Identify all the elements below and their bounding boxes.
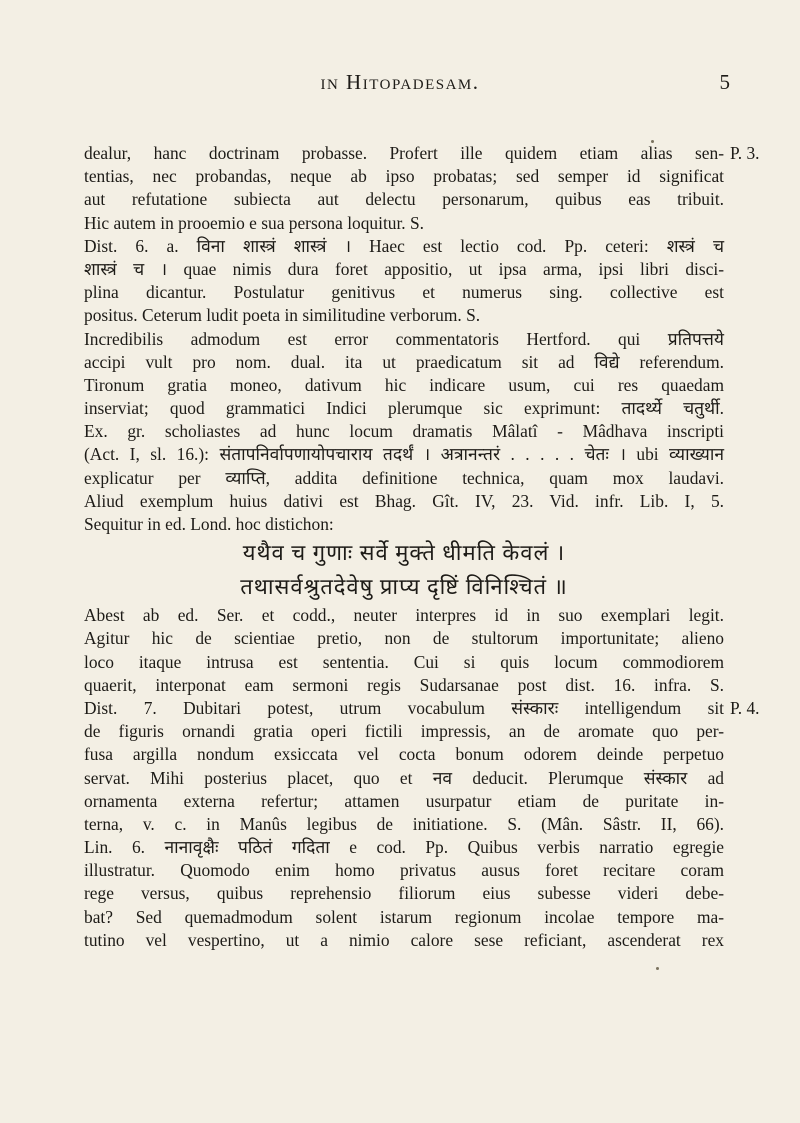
text-line (84, 674, 724, 697)
line-text: Hic autem in prooemio e sua persona loquitur. S. (84, 212, 425, 233)
line-text: Tironum gratia moneo, dativum hic indicare usum, cui res quaedam (84, 374, 724, 395)
line-text: de figuris ornandi gratia operi fictili impressis, an de aromate quo per- (84, 721, 724, 742)
text-line (84, 165, 724, 188)
text-line (84, 212, 724, 235)
text-line (84, 467, 724, 490)
text-line (84, 790, 724, 813)
page-header (60, 70, 740, 110)
margin-page-ref: P. 3. (730, 143, 760, 163)
line-text: terna, v. c. in Manûs legibus de initiatione. S. (Mân. Sâstr. II, 66). (84, 813, 724, 834)
line-text: explicatur per व्याप्ति, addita definitione technica, quam mox laudavi. (84, 467, 724, 488)
text-line (84, 351, 724, 374)
line-text: (Act. I, sl. 16.): संतापनिर्वापणायोपचाराय तदर्थं । अत्रानन्तरं . . . . . चेतः । ubi व्याख्यान (84, 444, 724, 465)
text-line (84, 906, 724, 929)
line-text: यथैव च गुणाः सर्वे मुक्ते धीमति केवलं । (242, 540, 566, 566)
text-line (84, 235, 724, 258)
paper-speck (656, 967, 659, 970)
line-text: illustratur. Quomodo enim homo privatus ausus foret recitare coram (84, 860, 724, 881)
line-text: aut refutatione subiecta aut delectu personarum, quibus eas tribuit. (84, 189, 724, 210)
line-text: bat? Sed quemadmodum solent istarum regionum incolae tempore ma- (84, 906, 724, 927)
line-text: Abest ab ed. Ser. et codd., neuter interpres id in suo exemplari legit. (84, 605, 724, 626)
line-text: Lin. 6. नानावृक्षैः पठितं गदिता e cod. Pp. Quibus verbis narratio egregie (84, 837, 724, 858)
line-text: Sequitur in ed. Lond. hoc distichon: (84, 514, 334, 534)
line-text: Dist. 6. a. विना शास्त्रं शास्त्रं । Haec est lectio cod. Pp. ceteri: शस्त्रं च (84, 235, 724, 256)
line-text: Aliud exemplum huius dativi est Bhag. Gît. IV, 23. Vid. infr. Lib. I, 5. (84, 490, 724, 511)
verse-line (84, 570, 724, 604)
text-line (84, 513, 724, 536)
text-line (84, 743, 724, 766)
text-line (84, 374, 724, 397)
line-text: quaerit, interponat eam sermoni regis Sudarsanae post dist. 16. infra. S. (84, 674, 724, 695)
margin-page-ref: P. 4. (730, 697, 760, 718)
line-text: Incredibilis admodum est error commentatoris Hertford. qui प्रतिपत्तये (84, 328, 724, 349)
line-text: dealur, hanc doctrinam probasse. Profert ille quidem etiam alias sen- (84, 143, 724, 163)
line-text: शास्त्रं च । quae nimis dura foret appositio, ut ipsa arma, ipsi libri disci- (84, 258, 724, 279)
text-line (84, 697, 760, 720)
text-line (84, 281, 724, 304)
text-line (84, 604, 724, 627)
text-line (84, 882, 724, 905)
line-text: positus. Ceterum ludit poeta in similitudine verborum. S. (84, 305, 481, 326)
text-line (84, 813, 724, 836)
text-line (84, 304, 724, 327)
text-line (84, 188, 724, 211)
line-text: tentias, nec probandas, neque ab ipso probatas; sed semper id significat (84, 166, 724, 187)
text-line (84, 859, 724, 882)
line-text: plina dicantur. Postulatur genitivus et numerus sing. collective est (84, 282, 724, 303)
text-line (84, 651, 724, 674)
page-number: 5 (719, 70, 730, 94)
commentary-text (84, 142, 760, 952)
text-line (84, 258, 724, 281)
line-text: servat. Mihi posterius placet, quo et नव deducit. Plerumque संस्कार ad (84, 767, 724, 788)
line-text: ornamenta externa refertur; attamen usurpatur etiam de puritate in- (84, 790, 724, 811)
line-text: tutino vel vespertino, ut a nimio calore sese reficiant, ascenderat rex (84, 929, 724, 950)
text-line (84, 627, 724, 650)
text-line (84, 328, 724, 351)
text-line (84, 142, 760, 165)
line-text: accipi vult pro nom. dual. ita ut praedicatum sit ad विद्ये referendum. (84, 351, 724, 372)
line-text: fusa argilla nondum exsiccata vel cocta bonum odorem deinde perpetuo (84, 744, 724, 765)
running-title: in Hitopadesam. (320, 70, 480, 94)
line-text: loco itaque intrusa est sententia. Cui si quis locum commodiorem (84, 651, 724, 672)
verse-line (84, 536, 724, 570)
text-line (84, 397, 724, 420)
text-line (84, 836, 724, 859)
text-line (84, 720, 724, 743)
line-text: inserviat; quod grammatici Indici plerumque sic exprimunt: तादर्थ्ये चतुर्थी. (84, 398, 724, 419)
line-text: तथासर्वश्रुतदेवेषु प्राप्य दृष्टिं विनिश्चितं ॥ (240, 574, 568, 600)
text-line (84, 929, 724, 952)
line-text: Dist. 7. Dubitari potest, utrum vocabulum संस्कारः intelligendum sit (84, 697, 724, 718)
text-line (84, 443, 724, 466)
text-line (84, 767, 724, 790)
line-text: Ex. gr. scholiastes ad hunc locum dramatis Mâlatî - Mâdhava inscripti (84, 421, 724, 442)
text-line (84, 420, 724, 443)
paper-speck (651, 140, 654, 143)
line-text: Agitur hic de scientiae pretio, non de stultorum importunitate; alieno (84, 628, 724, 649)
line-text: rege versus, quibus reprehensio filiorum eius subesse videri debe- (84, 883, 724, 904)
text-line (84, 490, 724, 513)
